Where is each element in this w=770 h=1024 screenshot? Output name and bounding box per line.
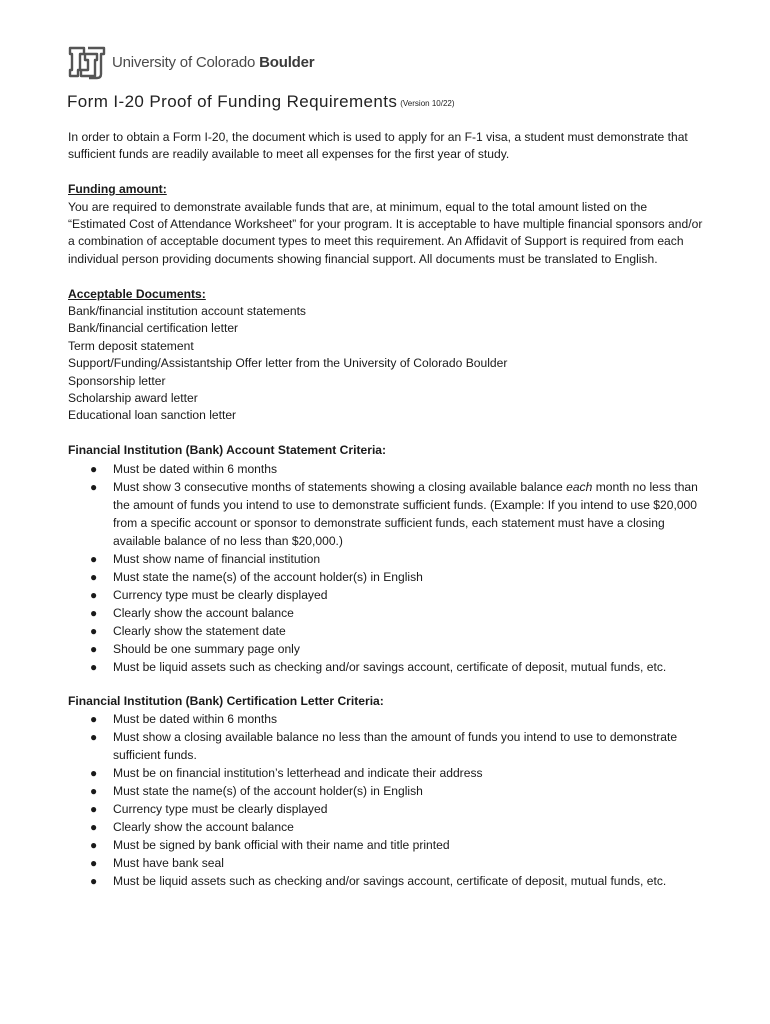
university-logo [68,44,314,80]
acceptable-item: Support/Funding/Assistantship Offer letter from the University of Colorado Boulder [68,356,508,371]
list-item: ● Clearly show the statement date [90,623,286,638]
list-item: ● Must be signed by bank official with their name and title printed [90,838,450,853]
list-item: ● Currency type must be clearly displayed [90,802,328,817]
list-item: ● Clearly show the account balance [90,820,294,835]
statement-criteria-list [68,460,708,676]
list-item: ● Must state the name(s) of the account holder(s) in English [90,569,423,584]
page-title [67,92,455,112]
list-item: ● Must show a closing available balance no less than the amount of funds you intend to use to demonstrate sufficient funds. [90,730,678,763]
letter-criteria-heading: Financial Institution (Bank) Certification Letter Criteria: [68,694,384,709]
acceptable-item: Scholarship award letter [68,391,198,406]
list-item: ● Must be on financial institution’s letterhead and indicate their address [90,766,483,781]
acceptable-item: Bank/financial institution account statements [68,304,306,319]
acceptable-heading: Acceptable Documents: [68,286,206,301]
list-item: ● Clearly show the account balance [90,605,294,620]
list-item: ● Must show 3 consecutive months of statements showing a closing available balance each month no less than the amount of funds you intend to use to demonstrate sufficient funds. (Example: If you intend to use $20,000 from a specific account or sponsor to demonstrate sufficient funds, each statement must have a closing available balance of no less than $20,000.) [90,479,698,548]
list-item: ● Must be liquid assets such as checking and/or savings account, certificate of deposit, mutual funds, etc. [90,659,667,674]
acceptable-item: Educational loan sanction letter [68,408,237,423]
acceptable-item: Term deposit statement [68,338,194,353]
institution-name [112,54,314,71]
acceptable-item: Bank/financial certification letter [68,321,239,336]
document-body [68,129,708,890]
title-main: Form I-20 Proof of Funding Requirements [67,92,398,111]
list-item: ● Must be dated within 6 months [90,461,278,476]
list-item: ● Should be one summary page only [90,641,300,656]
letter-criteria-list [68,710,708,890]
list-item: ● Must be liquid assets such as checking and/or savings account, certificate of deposit, mutual funds, etc. [90,874,667,889]
institution-name-bold: Boulder [259,53,315,71]
list-item: ● Must show name of financial institution [90,551,321,566]
cu-logo-icon [68,44,106,80]
funding-heading: Funding amount: [68,182,167,197]
list-item: ● Must have bank seal [90,856,224,871]
acceptable-item: Sponsorship letter [68,373,166,388]
list-item: ● Must be dated within 6 months [90,712,278,727]
institution-name-regular: University of Colorado [112,53,256,71]
title-version: (Version 10/22) [400,99,455,108]
list-item: ● Currency type must be clearly displayed [90,587,328,602]
funding-paragraph: You are required to demonstrate available funds that are, at minimum, equal to the total amount listed on the “Estimated Cost of Attendance Worksheet” for your program. It is acceptable to have multiple financial sponsors and/or a combination of acceptable document types to meet this requirement. An Affidavit of Support is required from each individual person providing documents showing financial support. All documents must be translated to English. [68,199,703,266]
intro-paragraph: In order to obtain a Form I-20, the document which is used to apply for an F-1 visa, a student must demonstrate that sufficient funds are readily available to meet all expenses for the first year of study. [68,130,688,162]
statement-criteria-heading: Financial Institution (Bank) Account Statement Criteria: [68,443,387,458]
list-item: ● Must state the name(s) of the account holder(s) in English [90,784,423,799]
